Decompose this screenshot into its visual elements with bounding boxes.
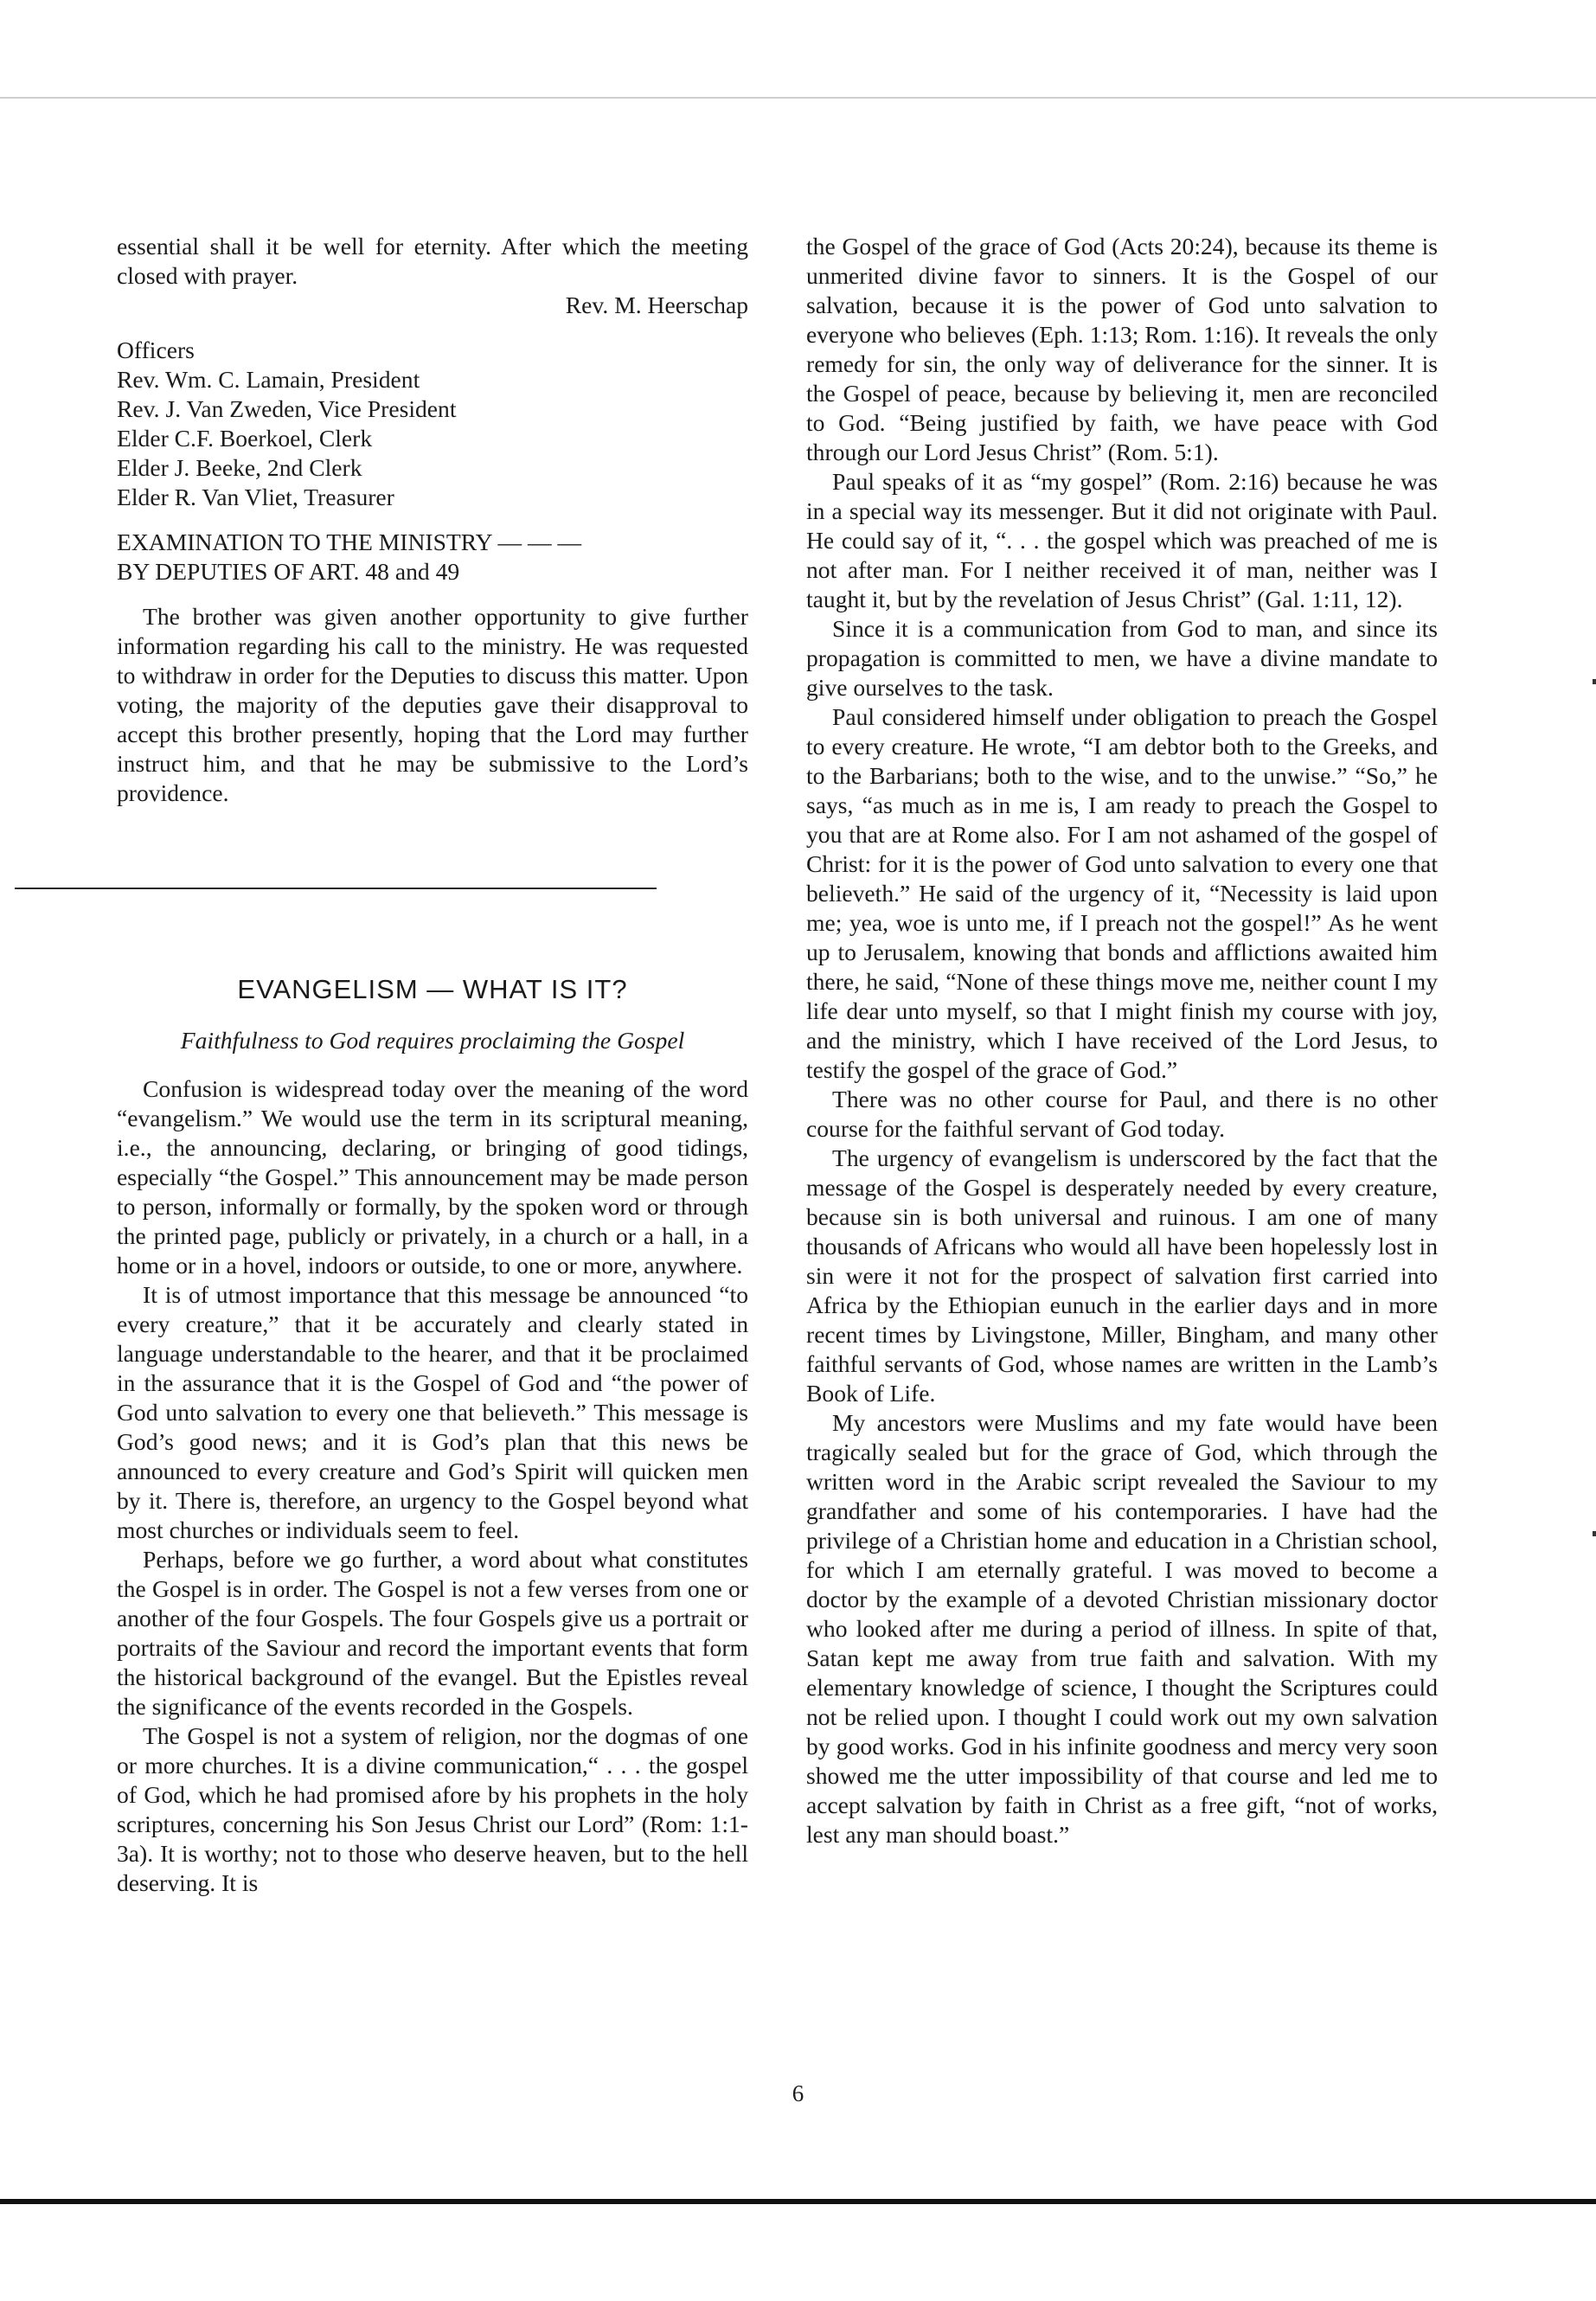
signature: Rev. M. Heerschap: [565, 292, 748, 318]
margin-mark: [1593, 1531, 1596, 1536]
margin-mark: [1593, 679, 1596, 684]
exam-heading: EXAMINATION TO THE MINISTRY — — — BY DEPUTIES OF ART. 48 and 49: [117, 529, 582, 585]
article-paragraph: It is of utmost importance that this message be announced “to every creature,” that it be accurately and clearly stated in language understandable to the hearer, and that it be proclaimed in the assurance that it is the Gospel of God and “the power of God unto salvation to every one that believeth.” This message is God’s good news; and it is God’s plan that this news be announced to every creature and God’s Spirit will quicken men by it. There is, therefore, an urgency to the Gospel beyond what most churches or individuals seem to feel.: [117, 1281, 748, 1543]
article-paragraph: Perhaps, before we go further, a word about what constitutes the Gospel is in order. The Gospel is not a few verses from one or another of the four Gospels. The four Gospels give us a portrait or portraits of the Saviour and record the important events that form the historical background of the evangel. But the Epistles reveal the significance of the events recorded in the Gospels.: [117, 1546, 748, 1720]
article-paragraph: The urgency of evangelism is underscored by the fact that the message of the Gospel is desperately needed by every creature, because sin is both universal and ruinous. I am one of many thousands of Africans who would all have been hopelessly lost in sin were it not for the prospect of salvation first carried into Africa by the Ethiopian eunuch in the earlier days and in more recent times by Livingstone, Miller, Bingham, and many other faithful servants of God, whose names are written in the Lamb’s Book of Life.: [806, 1144, 1438, 1407]
article-paragraph: Paul considered himself under obligation to preach the Gospel to every creature. He wrote, “I am debtor both to the Greeks, and to the Barbarians; both to the wise, and to the unwise.” “So,” he says, “as much as in me is, I am ready to preach the Gospel to you that are at Rome also. For I am not ashamed of the gospel of Christ: for it is the power of God unto salvation to every one that believeth.” He said of the urgency of it, “Necessity is laid upon me; yea, woe is unto me, if I preach not the gospel!” As he went up to Jerusalem, knowing that bonds and afflictions awaited him there, he said, “None of these things move me, neither count I my life dear unto myself, so that I might finish my course with joy, and the ministry, which I have received of the Lord Jesus, to testify the gospel of the grace of God.”: [806, 703, 1438, 1083]
left-column: [117, 232, 748, 1898]
article-paragraph: the Gospel of the grace of God (Acts 20:24), because its theme is unmerited divine favor to sinners. It is the Gospel of our salvation, because it is the power of God unto salvation to everyone who believes (Eph. 1:13; Rom. 1:16). It reveals the only remedy for sin, the only way of deliverance for the sinner. It is the Gospel of peace, because by believing it, men are reconciled to God. “Being justified by faith, we have peace with God through our Lord Jesus Christ” (Rom. 5:1).: [806, 233, 1438, 465]
page-number: 6: [792, 2080, 804, 2106]
top-rule: [0, 97, 1596, 99]
officer-item: Elder R. Van Vliet, Treasurer: [117, 484, 394, 510]
officers-list: [117, 336, 748, 512]
continued-text: essential shall it be well for eternity. After which the meeting closed with prayer.: [117, 233, 748, 289]
exam-paragraph: The brother was given another opportunity to give further information regarding his call to the ministry. He was requested to withdraw in order for the Deputies to discuss this matter. Upon voting, the majority of the deputies gave their disapproval to accept this brother presently, hoping that the Lord may further instruct him, and that he may be submissive to the Lord’s providence.: [117, 603, 748, 806]
article-paragraph: Paul speaks of it as “my gospel” (Rom. 2:16) because he was in a special way its messenger. But it did not originate with Paul. He could say of it, “. . . the gospel which was preached of me is not after man. For I neither received it of man, neither was I taught it, but by the revelation of Jesus Christ” (Gal. 1:11, 12).: [806, 468, 1438, 612]
article-title: EVANGELISM — WHAT IS IT?: [237, 974, 628, 1004]
article-paragraph: My ancestors were Muslims and my fate would have been tragically sealed but for the grace of God, which through the written word in the Arabic script revealed the Saviour to my grandfather and some of his contemporaries. I have had the privilege of a Christian home and education in a Christian school, for which I am eternally grateful. I was moved to become a doctor by the example of a devoted Christian missionary doctor who looked after me during a period of illness. In spite of that, Satan kept me away from true faith and salvation. With my elementary knowledge of science, I thought the Scriptures could not be relied upon. I thought I could work out my own salvation by good works. God in his infinite goodness and mercy very soon showed me the utter impossibility of that course and led me to accept salvation by faith in Christ as a free gift, “not of works, lest any man should boast.”: [806, 1409, 1438, 1848]
article-paragraph: Since it is a communication from God to man, and since its propagation is committed to men, we have a divine mandate to give ourselves to the task.: [806, 615, 1438, 701]
officers-heading: Officers: [117, 336, 195, 363]
right-column: [806, 232, 1438, 1849]
article-paragraph: Confusion is widespread today over the meaning of the word “evangelism.” We would use the term in its scriptural meaning, i.e., the announcing, declaring, or bringing of good tidings, especially “the Gospel.” This announcement may be made person to person, informally or formally, by the spoken word or through the printed page, publicly or privately, in a church or a hall, in a home or in a hovel, indoors or outside, to one or more, anywhere.: [117, 1075, 748, 1279]
officer-item: Rev. J. Van Zweden, Vice President: [117, 395, 457, 422]
bottom-rule: [0, 2199, 1596, 2204]
article-paragraph: The Gospel is not a system of religion, nor the dogmas of one or more churches. It is a divine communication,“ . . . the gospel of God, which he had promised afore by his prophets in the holy scriptures, concerning his Son Jesus Christ our Lord” (Rom: 1:1-3a). It is worthy; not to those who deserve heaven, but to the hell deserving. It is: [117, 1722, 748, 1896]
section-divider: [15, 888, 657, 889]
article-paragraph: There was no other course for Paul, and there is no other course for the faithful servant of God today.: [806, 1086, 1438, 1142]
officer-item: Elder J. Beeke, 2nd Clerk: [117, 454, 362, 481]
officer-item: Elder C.F. Boerkoel, Clerk: [117, 425, 373, 452]
officer-item: Rev. Wm. C. Lamain, President: [117, 366, 420, 393]
article-subtitle: Faithfulness to God requires proclaiming the Gospel: [180, 1027, 685, 1054]
